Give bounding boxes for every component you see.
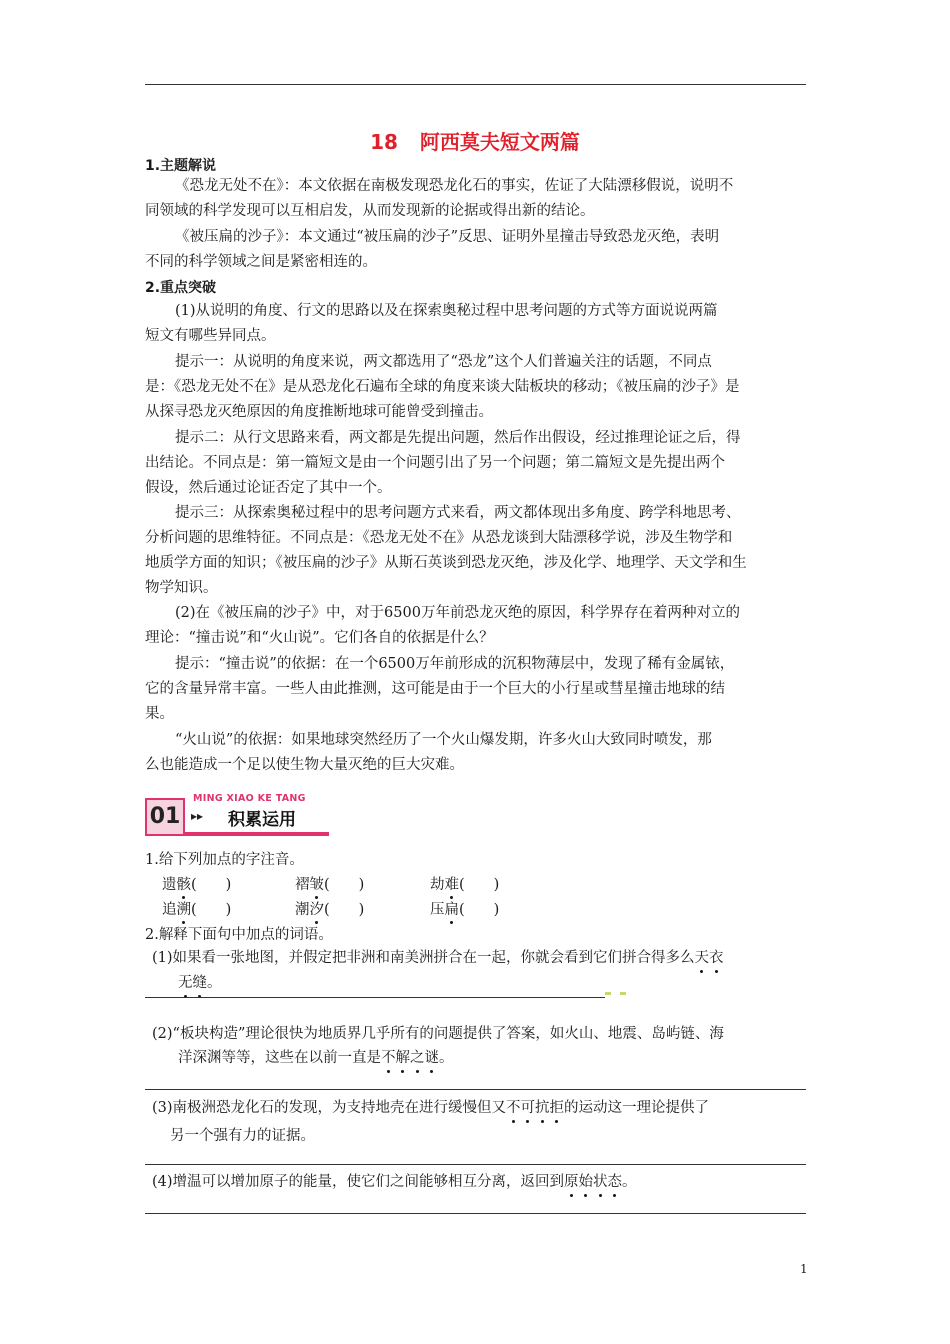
page-title — [0, 126, 950, 155]
banner-subtitle: MING XIAO KE TANG — [193, 793, 306, 804]
paragraph-line: 提示二：从行文思路来看，两文都是先提出问题，然后作出假设，经过推理论证之后，得 — [175, 430, 741, 446]
pinyin-item: 潮汐( ) — [295, 898, 364, 919]
banner-underline — [183, 832, 329, 836]
paragraph-line: 分析问题的思维特征。不同点是：《恐龙无处不在》从恐龙谈到大陆漂移学说，涉及生物学和 — [145, 530, 733, 546]
paragraph-line: 理论：“撞击说”和“火山说”。它们各自的依据是什么？ — [145, 630, 494, 646]
section-heading-theme: 1.主题解说 — [145, 158, 217, 174]
answer-line[interactable] — [145, 1213, 806, 1214]
scan-mark — [605, 992, 611, 995]
question-stem: 2.解释下面句中加点的词语。 — [145, 927, 333, 943]
dotted-char: 不 — [381, 1050, 396, 1066]
dotted-char: 始 — [578, 1174, 594, 1190]
lesson-number: 18 — [370, 130, 398, 154]
dotted-char: 解 — [395, 1050, 410, 1066]
paragraph-line: 果。 — [145, 706, 174, 722]
pinyin-item: 遗骸( ) — [162, 873, 231, 894]
paragraph-line: 同领域的科学发现可以互相启发，从而发现新的论据或得出新的结论。 — [145, 203, 595, 219]
paragraph-line: 地质学方面的知识；《被压扁的沙子》从斯石英谈到恐龙灭绝，涉及化学、地理学、天文学和生 — [145, 555, 747, 571]
paragraph-line: 《恐龙无处不在》：本文依据在南极发现恐龙化石的事实，佐证了大陆漂移假说，说明不 — [175, 178, 734, 194]
dotted-char: 抗 — [535, 1100, 550, 1116]
paragraph-line: 它的含量异常丰富。一些人由此推测，这可能是由于一个巨大的小行星或彗星撞击地球的结 — [145, 681, 725, 697]
answer-blank[interactable]: ( ) — [324, 877, 365, 893]
dotted-char: 状 — [593, 1174, 608, 1190]
sentence-line: (4)增温可以增加原子的能量，使它们之间能够相互分离，返回到原始状态。 — [152, 1174, 637, 1190]
dotted-char: 原 — [564, 1174, 579, 1190]
pinyin-item: 劫难( ) — [430, 873, 499, 894]
paragraph-line: 么也能造成一个足以使生物大量灭绝的巨大灾难。 — [145, 757, 464, 773]
paragraph-line: 提示一：从说明的角度来说，两文都选用了“恐龙”这个人们普遍关注的话题，不同点 — [175, 354, 712, 370]
paragraph-line: 提示三：从探索奥秘过程中的思考问题方式来看，两文都体现出多角度、跨学科地思考、 — [175, 505, 741, 521]
sentence-line: (2)“板块构造”理论很快为地质界几乎所有的问题提供了答案，如火山、地震、岛屿链、海 — [152, 1026, 724, 1042]
paragraph-line: 出结论。不同点是：第一篇短文是由一个问题引出了另一个问题；第二篇短文是先提出两个 — [145, 455, 725, 471]
top-rule — [145, 84, 806, 85]
dotted-char: 可 — [520, 1100, 536, 1116]
banner-number: 01 — [145, 798, 185, 836]
dotted-char: 态 — [607, 1174, 623, 1190]
paragraph-line: 《被压扁的沙子》：本文通过“被压扁的沙子”反思、证明外星撞击导致恐龙灭绝，表明 — [175, 229, 720, 245]
paragraph-line: 是：《恐龙无处不在》是从恐龙化石遍布全球的角度来谈大陆板块的移动；《被压扁的沙子》是 — [145, 379, 740, 395]
answer-blank[interactable]: ( ) — [191, 877, 232, 893]
paragraph-line: 从探寻恐龙灭绝原因的角度推断地球可能曾受到撞击。 — [145, 404, 493, 420]
pinyin-item: 压扁( ) — [430, 898, 499, 919]
section-banner — [145, 792, 330, 838]
paragraph-line: (1)从说明的角度、行文的思路以及在探索奥秘过程中思考问题的方式等方面说说两篇 — [175, 303, 718, 319]
dotted-char: 缝 — [192, 975, 207, 991]
dotted-char: 不 — [506, 1100, 521, 1116]
dotted-char: 溯 — [177, 898, 192, 919]
paragraph-line: 短文有哪些异同点。 — [145, 328, 276, 344]
page-number: 1 — [800, 1262, 808, 1276]
dotted-char: 谜 — [424, 1050, 439, 1066]
scan-mark — [620, 992, 626, 995]
answer-line[interactable] — [145, 1164, 806, 1165]
paragraph-line: 假设，然后通过论证否定了其中一个。 — [145, 480, 392, 496]
sentence-line: 洋深渊等等，这些在以前一直是不解之谜。 — [178, 1050, 454, 1066]
dotted-char: 拒 — [549, 1100, 565, 1116]
dotted-char: 扁 — [445, 898, 460, 919]
answer-blank[interactable]: ( ) — [191, 902, 232, 918]
dotted-char: 皱 — [310, 873, 325, 894]
pinyin-item: 追溯( ) — [162, 898, 231, 919]
banner-label: 积累运用 — [228, 810, 296, 830]
paragraph-line: (2)在《被压扁的沙子》中，对于6500万年前恐龙灭绝的原因，科学界存在着两种对立的 — [175, 605, 740, 621]
answer-blank[interactable]: ( ) — [459, 877, 500, 893]
section-heading-key-points: 2.重点突破 — [145, 280, 217, 296]
pinyin-item: 褶皱( ) — [295, 873, 364, 894]
dotted-char: 骸 — [177, 873, 192, 894]
dotted-char: 汐 — [310, 898, 325, 919]
double-arrow-icon: ▸▸ — [191, 809, 204, 823]
lesson-title: 阿西莫夫短文两篇 — [419, 130, 580, 154]
paragraph-line: “火山说”的依据：如果地球突然经历了一个火山爆发期，许多火山大致同时喷发，那 — [175, 732, 712, 748]
dotted-char: 无 — [178, 975, 193, 991]
question-stem: 1.给下列加点的字注音。 — [145, 852, 304, 868]
answer-blank[interactable]: ( ) — [459, 902, 500, 918]
paragraph-line: 提示：“撞击说”的依据：在一个6500万年前形成的沉积物薄层中，发现了稀有金属铱， — [175, 656, 735, 672]
dotted-char: 天 — [694, 950, 710, 966]
sentence-line: 另一个强有力的证据。 — [170, 1128, 315, 1144]
answer-line[interactable] — [145, 1089, 806, 1090]
sentence-line: (3)南极洲恐龙化石的发现，为支持地壳在进行缓慢但又不可抗拒的运动这一理论提供了 — [152, 1100, 710, 1116]
dotted-char: 衣 — [709, 950, 724, 966]
sentence-line: (1)如果看一张地图，并假定把非洲和南美洲拼合在一起，你就会看到它们拼合得多么天衣 — [152, 950, 724, 966]
answer-line[interactable] — [145, 997, 605, 998]
answer-blank[interactable]: ( ) — [324, 902, 365, 918]
dotted-char: 难 — [445, 873, 460, 894]
paragraph-line: 不同的科学领域之间是紧密相连的。 — [145, 254, 377, 270]
paragraph-line: 物学知识。 — [145, 580, 218, 596]
sentence-line: 无缝。 — [178, 975, 222, 991]
dotted-char: 之 — [410, 1050, 425, 1066]
